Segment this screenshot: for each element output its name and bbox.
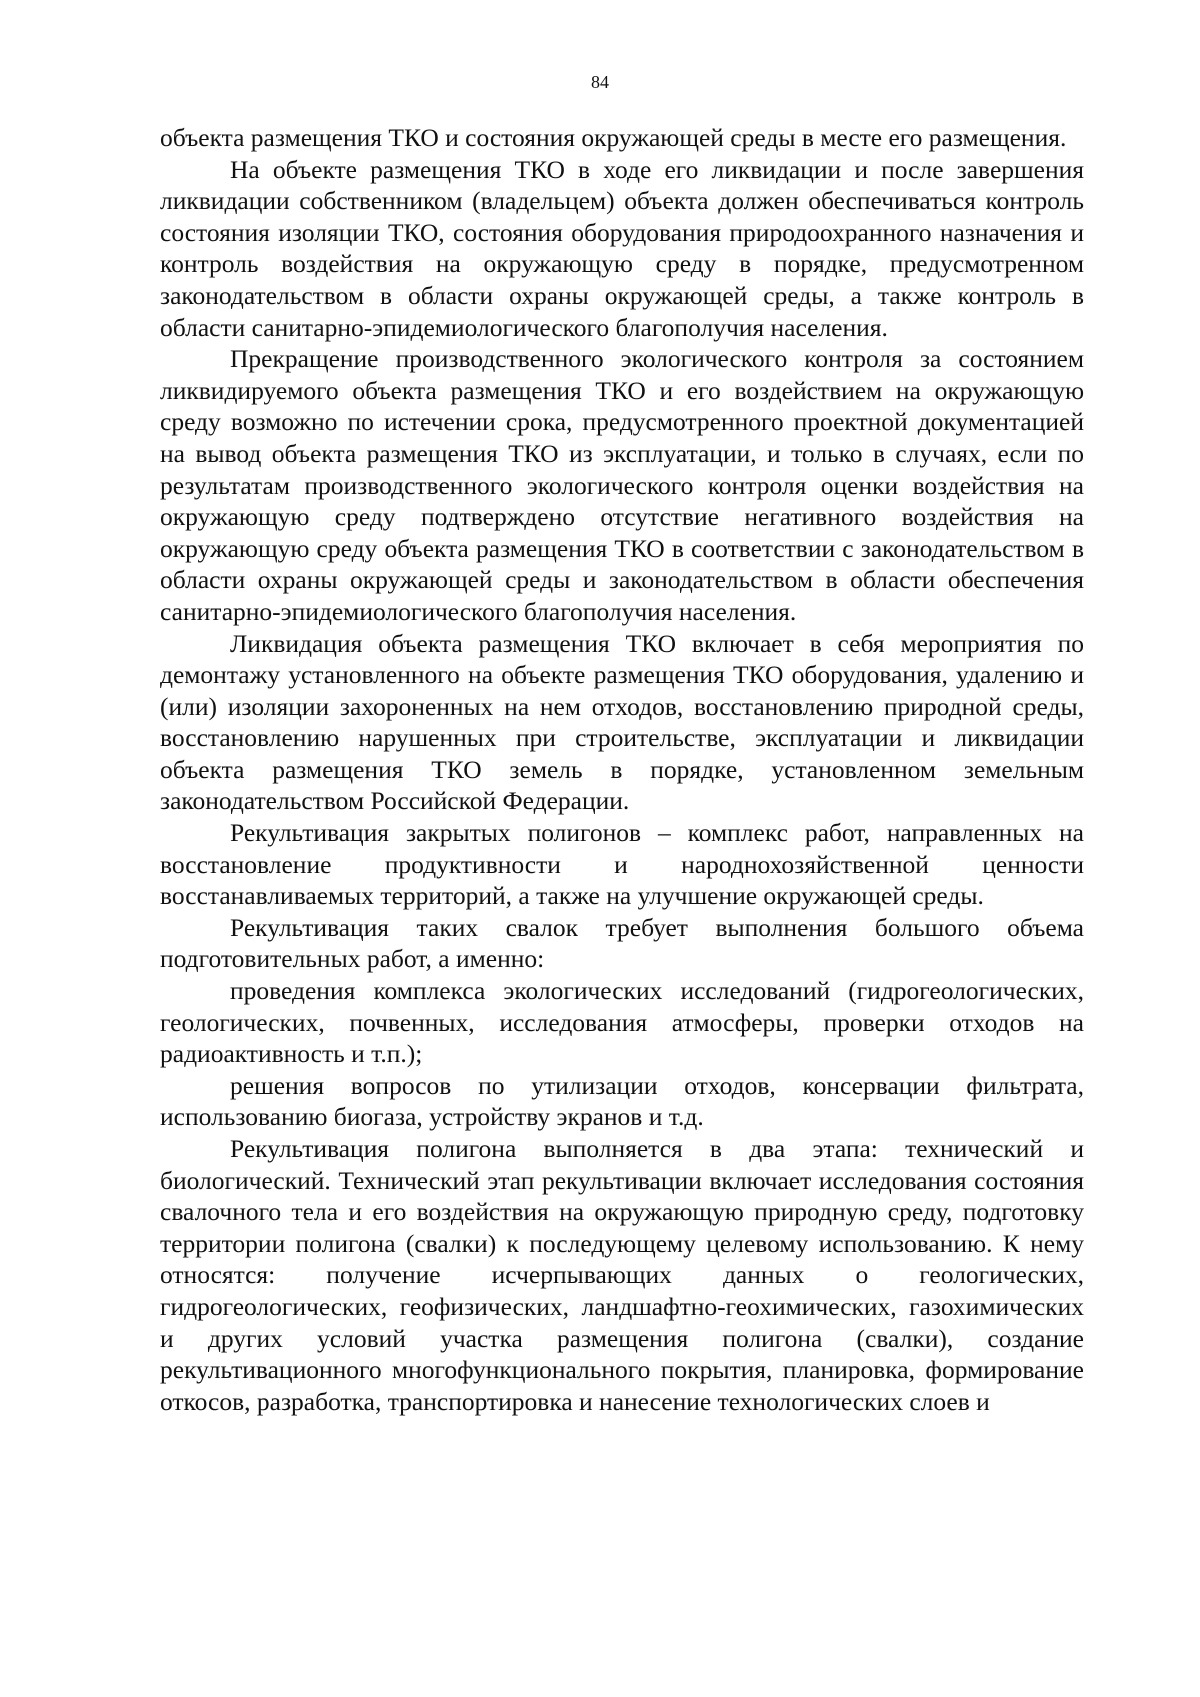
paragraph-monitoring: На объекте размещения ТКО в ходе его ликвидации и после завершения ликвидации собственником (владельцем) объекта должен обеспечиваться контроль состояния изоляции ТКО, состояния оборудования природоохранного назначения и контроль воздействия на окружающую среду в порядке, предусмотренном законодательством в области охраны окружающей среды, а также контроль в области санитарно-эпидемиологического благополучия населения. (160, 154, 1084, 342)
paragraph-preparatory-works: Рекультивация таких свалок требует выполнения большого объема подготовительных работ, а именно: (160, 912, 1084, 974)
paragraph-liquidation: Ликвидация объекта размещения ТКО включает в себя мероприятия по демонтажу установленного на объекте размещения ТКО оборудования, удалению и (или) изоляции захороненных на нем отходов, восстановлению природной среды, восстановлению нарушенных при строительстве, эксплуатации и ликвидации объекта размещения ТКО земель в порядке, установленном земельным законодательством Российской Федерации. (160, 628, 1084, 816)
list-item-solutions: решения вопросов по утилизации отходов, консервации фильтрата, использованию биогаза, устройству экранов и т.д. (160, 1070, 1084, 1132)
paragraph-stages: Рекультивация полигона выполняется в два этапа: технический и биологический. Технический этап рекультивации включает исследования состояния свалочного тела и его воздействия на окружающую природную среду, подготовку территории полигона (свалки) к последующему целевому использованию. К нему относятся: получение исчерпывающих данных о геологических, гидрогеологических, геофизических, ландшафтно-геохимических, газохимических и других условий участка размещения полигона (свалки), создание рекультивационного многофункционального покрытия, планировка, формирование откосов, разработка, транспортировка и нанесение технологических слоев и (160, 1134, 1084, 1416)
document-body (160, 122, 1084, 1417)
paragraph-recultivation-definition: Рекультивация закрытых полигонов – комплекс работ, направленных на восстановление продуктивности и народнохозяйственной ценности восстанавливаемых территорий, а также на улучшение окружающей среды. (160, 818, 1084, 911)
page-number: 84 (591, 72, 609, 92)
list-item-research: проведения комплекса экологических исследований (гидрогеологических, геологических, почвенных, исследования атмосферы, проверки отходов на радиоактивность и т.п.); (160, 976, 1084, 1069)
paragraph-continuation: объекта размещения ТКО и состояния окружающей среды в месте его размещения. (160, 123, 1067, 152)
paragraph-termination: Прекращение производственного экологического контроля за состоянием ликвидируемого объекта размещения ТКО и его воздействием на окружающую среду возможно по истечении срока, предусмотренного проектной документацией на вывод объекта размещения ТКО из эксплуатации, и только в случаях, если по результатам производственного экологического контроля оценки воздействия на окружающую среду подтверждено отсутствие негативного воздействия на окружающую среду объекта размещения ТКО в соответствии с законодательством в области охраны окружающей среды и законодательством в области обеспечения санитарно-эпидемиологического благополучия населения. (160, 344, 1084, 626)
